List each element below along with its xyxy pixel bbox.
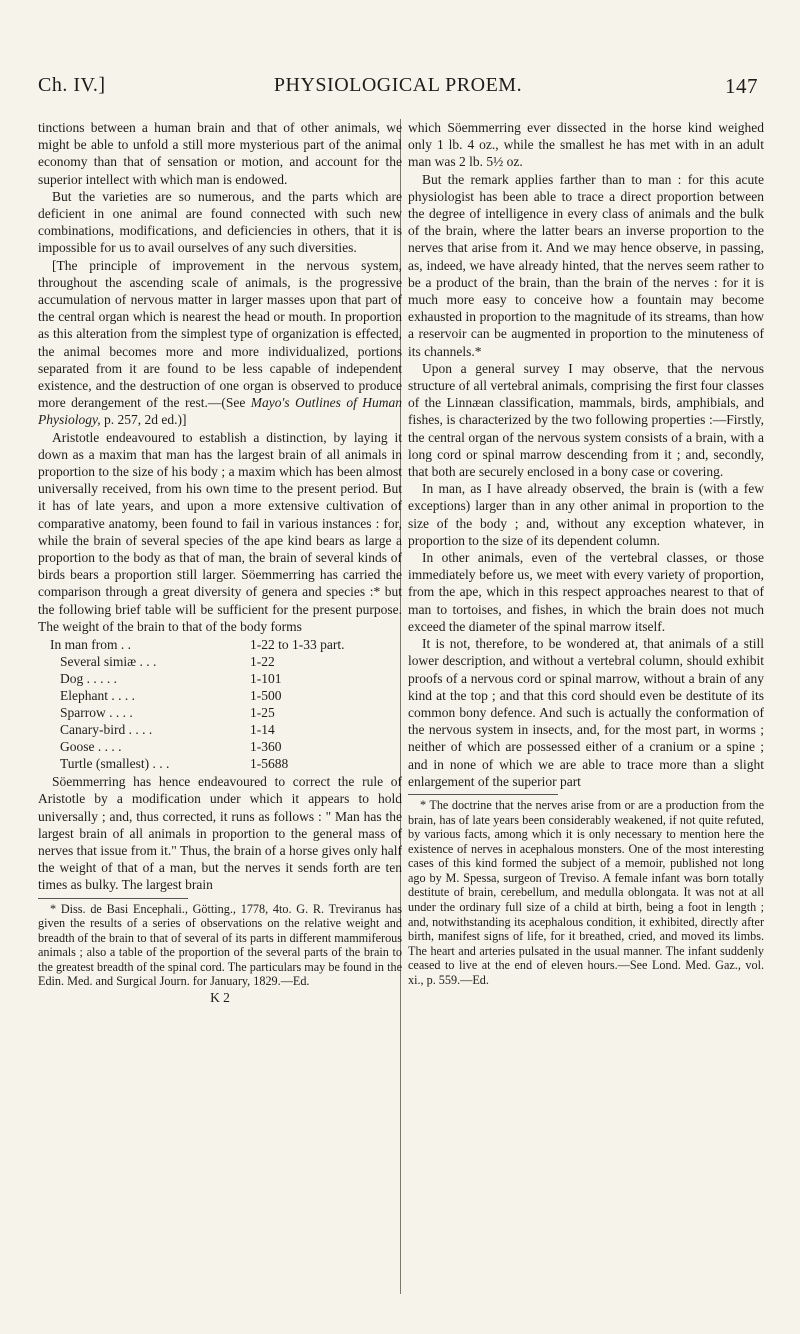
left-column	[38, 119, 402, 1006]
paragraph: In other animals, even of the vertebral classes, or those immediately before us, we meet with every variety of proportion, from the ape, which in this respect approaches nearest to that of man to tortoises, and fishes, in which the brain does not much exceed the diameter of the spinal marrow itself.	[408, 550, 764, 634]
table-row: Sparrow . . . . 1-25	[60, 705, 275, 721]
paragraph: Söemmerring has hence endeavoured to correct the rule of Aristotle by a modification under which it appears to hold universally ; and, thus corrected, it runs as follows : " Man has the largest brain of all animals in proportion to the general mass of nerves that issue from it." Thus, the brain of a horse gives only half the weight of that of a man, but the nerves it sends forth are ten times as bulky. The largest brain	[38, 774, 402, 893]
paragraph: It is not, therefore, to be wondered at, that animals of a still lower description, and without a vertebral column, should exhibit proofs of a nervous cord or spinal marrow, without a brain of any kind at the top ; and that this cord should even be destitute of its common bony defence. And such is actually the conformation of the nervous system in insects, and, for the most part, in worms ; neither of which are possessed either of a cranium or a spine ; and in none of which we are able to trace more than a slight enlargement of the superior part	[408, 636, 764, 789]
paragraph: which Söemmerring ever dissected in the horse kind weighed only 1 lb. 4 oz., while the smallest he has met with in an adult man was 2 lb. 5½ oz.	[408, 120, 764, 170]
table-row: Dog . . . . . 1-101	[60, 671, 282, 687]
page-number: 147	[725, 74, 758, 98]
footnote-rule	[408, 794, 558, 795]
paragraph: tinctions between a human brain and that of other animals, we might be able to unfold a still more mysterious part of the animal economy than that of sensation or motion, and account for the superior intellect with which man is endowed.	[38, 120, 402, 187]
running-header	[38, 74, 758, 102]
table-row: Canary-bird . . . . 1-14	[60, 722, 275, 738]
brain-weight-table	[50, 636, 344, 772]
footnote-rule	[38, 898, 188, 899]
paragraph: But the varieties are so numerous, and the parts which are deficient in one animal are found connected with such new combinations, modifications, and deficiencies in others, that it is impossible for us to avail ourselves of any such diversities.	[38, 188, 402, 256]
paragraph: Aristotle endeavoured to establish a distinction, by laying it down as a maxim that man has the largest brain of all animals in proportion to the size of his body ; a maxim which has been almost universally received, from his own time to the present period. But it has of late years, and upon a more extensive cultivation of comparative anatomy, been found to fail in various instances : for, while the brain of several species of the ape kind bears as large a proportion to the body as that of man, the brain of several kinds of birds bears a proportion still larger. Söemmerring has carried the comparison through a great diversity of genera and species :* but the following brief table will be sufficient for the present purpose. The weight of the brain to that of the body forms	[38, 429, 402, 634]
footnote	[408, 798, 764, 988]
right-column	[408, 119, 764, 988]
paragraph: But the remark applies farther than to man : for this acute physiologist has been able to trace a direct proportion between the degree of intelligence in every class of animals and the bulk of the brain, where the latter bears an inverse proportion to the nerves that arise from it. And we may hence observe, in passing, as, indeed, we have already hinted, that the nerves seem rather to be a product of the brain, than the brain of the nerves : for it is much more easy to conceive how a fountain may become exhausted in proportion to the magnitude of its streams, than how a reservoir can be augmented in proportion to the minuteness of its channels.*	[408, 171, 764, 359]
footnote-text: * The doctrine that the nerves arise from or are a production from the brain, has of late years been considerably weakened, if not quite refuted, by various facts, among which it is only necessary to mention here the existence of nerves in acephalous monsters. One of the most interesting cases of this kind formed the subject of a memoir, published not long ago by M. Spessa, surgeon of Treviso. A female infant was born totally destitute of brain, cerebellum, and medulla oblongata. It was not at all under the ordinary full size of a child at birth, being a foot in length ; and, notwithstanding its acephalous condition, it exhibited, directly after birth, manifest signs of life, for it breathed, cried, and moved its limbs. The heart and arteries pulsated in the usual manner. The infant suddenly ceased to live at the end of eleven hours.—See Lond. Med. Gaz., vol. xi., p. 559.—Ed.	[408, 797, 764, 988]
table-row: Goose . . . . 1-360	[60, 739, 282, 755]
paragraph: In man, as I have already observed, the brain is (with a few exceptions) larger than in any other animal in proportion to the size of the body ; and, without any exception whatever, in proportion to the size of its dependent column.	[408, 481, 764, 548]
citation: Mayo's Outlines of Human Physiology,	[38, 395, 403, 428]
chapter-label: Ch. IV.]	[38, 74, 106, 96]
paragraph: Upon a general survey I may observe, that the nervous structure of all vertebral animals, comprising the first four classes of the Linnæan classification, mammals, birds, amphibials, and fishes, is characterized by the two following properties :—Firstly, the central organ of the nervous system consists of a brain, with a long cord or spinal marrow descending from it ; and, secondly, that both are securely enclosed in a bony case or covering.	[408, 360, 764, 480]
table-row: Several simiæ . . . 1-22	[60, 654, 275, 670]
table-row: Turtle (smallest) . . . 1-5688	[60, 756, 289, 772]
footnote-text: * Diss. de Basi Encephali., Götting., 1778, 4to. G. R. Treviranus has given the results of a series of observations on the relative weight and breadth of the brain to that of several of its parts in different mammiferous animals ; also a table of the proportion of the several parts of the brain to the greatest breadth of the spinal cord. The particulars may be found in the Edin. Med. and Surgical Journ. for January, 1829.—Ed.	[38, 901, 402, 989]
running-title: PHYSIOLOGICAL PROEM.	[273, 74, 523, 96]
signature-mark: K 2	[210, 990, 230, 1006]
table-row: In man from . . 1-22 to 1-33 part.	[50, 637, 345, 653]
table-row: Elephant . . . . 1-500	[60, 688, 282, 704]
paragraph: [The principle of improvement in the nervous system, throughout the ascending scale of animals, is the progressive accumulation of nervous matter in larger masses upon that part of the central organ which is nearest the head or mouth. In proportion as this alteration from the simplest type of organization is effected, the animal becomes more and more individualized, portions separated from it are found to be less capable of independent existence, and the destruction of one organ is observed to produce more derangement of the rest.—(See Mayo's Outlines of Human Physiology, p. 257, 2d ed.)]	[38, 257, 403, 428]
footnote	[38, 902, 402, 990]
